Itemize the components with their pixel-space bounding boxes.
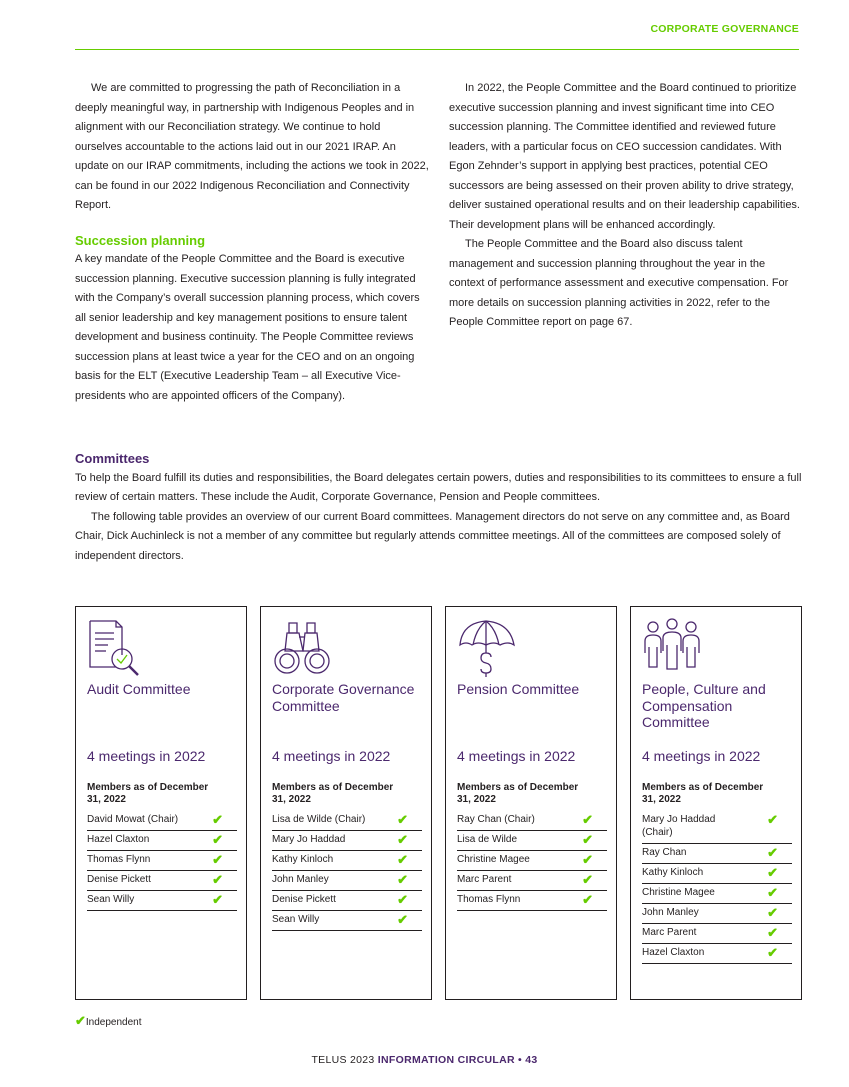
checkmark-icon: ✔ bbox=[582, 892, 593, 907]
member-row bbox=[642, 811, 792, 844]
members-heading: Members as of December 31, 2022 bbox=[87, 782, 209, 805]
member-name: Hazel Claxton bbox=[87, 834, 150, 845]
members-list bbox=[272, 811, 422, 931]
member-row bbox=[87, 831, 237, 851]
member-name: Thomas Flynn bbox=[87, 854, 151, 865]
meetings-count: 4 meetings in 2022 bbox=[87, 748, 206, 764]
member-row bbox=[272, 831, 422, 851]
member-name: Lisa de Wilde (Chair) bbox=[272, 814, 366, 825]
checkmark-icon: ✔ bbox=[397, 912, 408, 927]
legend-label: Independent bbox=[85, 1017, 142, 1028]
checkmark-icon: ✔ bbox=[397, 852, 408, 867]
section-title: CORPORATE GOVERNANCE bbox=[650, 23, 799, 35]
card-title: Audit Committee bbox=[87, 681, 191, 697]
document-magnifier-icon bbox=[86, 617, 148, 679]
member-name: Marc Parent bbox=[642, 927, 697, 938]
checkmark-icon: ✔ bbox=[767, 945, 778, 960]
member-name: Denise Pickett bbox=[272, 894, 336, 905]
checkmark-icon: ✔ bbox=[582, 832, 593, 847]
checkmark-icon: ✔ bbox=[767, 905, 778, 920]
checkmark-icon: ✔ bbox=[397, 812, 408, 827]
member-row bbox=[642, 844, 792, 864]
member-row bbox=[272, 911, 422, 931]
member-row bbox=[87, 871, 237, 891]
member-name: Marc Parent bbox=[457, 874, 512, 885]
checkmark-icon: ✔ bbox=[767, 865, 778, 880]
member-name: Ray Chan (Chair) bbox=[457, 814, 535, 825]
legend bbox=[75, 1013, 142, 1029]
member-name: Thomas Flynn bbox=[457, 894, 521, 905]
member-row bbox=[642, 884, 792, 904]
members-list bbox=[457, 811, 607, 911]
checkmark-icon: ✔ bbox=[75, 1013, 86, 1028]
page-number: • 43 bbox=[514, 1054, 538, 1066]
member-row bbox=[87, 811, 237, 831]
pension-committee-card bbox=[445, 606, 617, 1000]
member-name: Mary Jo Haddad bbox=[272, 834, 346, 845]
members-list bbox=[642, 811, 792, 964]
member-row bbox=[87, 851, 237, 871]
succession-paragraph-2: In 2022, the People Committee and the Board continued to prioritize executive succession planning and invest significant time into CEO succession planning. The Committee identified and reviewed future leaders, with a particular focus on CEO succession candidates. With Egon Zehnder’s support in applying best practices, potential CEO successors are being assessed on their proven ability to drive strategy, deliver sustained operational results and on their leadership capabilities. Their development plans will be enhanced accordingly. bbox=[449, 82, 800, 231]
page-footer bbox=[0, 1054, 849, 1066]
footer-doc-title: INFORMATION CIRCULAR bbox=[377, 1054, 515, 1066]
member-name: Sean Willy bbox=[87, 894, 135, 905]
member-name: Christine Magee bbox=[457, 854, 530, 865]
succession-paragraph-3: The People Committee and the Board also discuss talent management and succession planning throughout the year in the context of performance assessment and executive compensation. For more details on succession planning activities in 2022, refer to the People Committee report on page 67. bbox=[449, 238, 789, 328]
checkmark-icon: ✔ bbox=[582, 872, 593, 887]
member-row bbox=[457, 811, 607, 831]
meetings-count: 4 meetings in 2022 bbox=[457, 748, 576, 764]
member-row bbox=[272, 891, 422, 911]
checkmark-icon: ✔ bbox=[212, 812, 223, 827]
member-row bbox=[272, 871, 422, 891]
member-row bbox=[87, 891, 237, 911]
checkmark-icon: ✔ bbox=[212, 832, 223, 847]
checkmark-icon: ✔ bbox=[767, 845, 778, 860]
members-heading: Members as of December 31, 2022 bbox=[272, 782, 394, 805]
member-name: John Manley bbox=[272, 874, 329, 885]
committees-paragraph-2: The following table provides an overview of our current Board committees. Management directors do not serve on any committee and, as Board Chair, Dick Auchinleck is not a member of any committee but regularly attends committee meetings. All of the committees are composed solely of independent directors. bbox=[75, 510, 790, 562]
reconciliation-paragraph: We are committed to progressing the path of Reconciliation in a deeply meaningful way, in partnership with Indigenous Peoples and in alignment with our Reconciliation strategy. We continue to hold ourselves accountable to the actions laid out in our 2021 IRAP. An update on our IRAP commitments, including the actions we took in 2022, can be found in our 2022 Indigenous Reconciliation and Connectivity Report. bbox=[75, 82, 429, 211]
checkmark-icon: ✔ bbox=[212, 892, 223, 907]
checkmark-icon: ✔ bbox=[582, 852, 593, 867]
right-column bbox=[449, 79, 801, 333]
member-name: John Manley bbox=[642, 907, 699, 918]
member-name: Mary Jo Haddad (Chair) bbox=[642, 814, 716, 838]
committees-paragraph: To help the Board fulfill its duties and responsibilities, the Board delegates certain powers, duties and responsibilities to its committees to ensure a full review of certain matters. These include the Audit, Corporate Governance, Pension and People committees. bbox=[75, 471, 802, 503]
checkmark-icon: ✔ bbox=[397, 832, 408, 847]
binoculars-icon bbox=[271, 617, 333, 679]
meetings-count: 4 meetings in 2022 bbox=[272, 748, 391, 764]
checkmark-icon: ✔ bbox=[397, 872, 408, 887]
checkmark-icon: ✔ bbox=[767, 885, 778, 900]
member-name: David Mowat (Chair) bbox=[87, 814, 179, 825]
checkmark-icon: ✔ bbox=[212, 872, 223, 887]
member-row bbox=[642, 904, 792, 924]
member-name: Lisa de Wilde bbox=[457, 834, 518, 845]
member-row bbox=[642, 864, 792, 884]
members-list bbox=[87, 811, 237, 911]
committees-heading: Committees bbox=[75, 451, 150, 466]
committees-section bbox=[75, 449, 805, 566]
member-name: Denise Pickett bbox=[87, 874, 151, 885]
member-row bbox=[642, 944, 792, 964]
card-title: Pension Committee bbox=[457, 681, 580, 697]
people-group-icon bbox=[641, 617, 703, 679]
member-row bbox=[272, 811, 422, 831]
member-name: Sean Willy bbox=[272, 914, 320, 925]
checkmark-icon: ✔ bbox=[767, 925, 778, 940]
left-column bbox=[75, 79, 430, 406]
people-culture-compensation-committee-card bbox=[630, 606, 802, 1000]
header-divider bbox=[75, 49, 799, 50]
member-name: Kathy Kinloch bbox=[642, 867, 704, 878]
members-heading: Members as of December 31, 2022 bbox=[642, 782, 764, 805]
member-name: Hazel Claxton bbox=[642, 947, 705, 958]
checkmark-icon: ✔ bbox=[397, 892, 408, 907]
member-name: Christine Magee bbox=[642, 887, 715, 898]
footer-prefix: TELUS 2023 bbox=[311, 1054, 378, 1066]
member-row bbox=[642, 924, 792, 944]
member-row bbox=[457, 871, 607, 891]
member-row bbox=[457, 891, 607, 911]
member-name: Ray Chan bbox=[642, 847, 687, 858]
checkmark-icon: ✔ bbox=[767, 812, 778, 827]
succession-heading: Succession planning bbox=[75, 232, 206, 248]
corporate-governance-committee-card bbox=[260, 606, 432, 1000]
member-row bbox=[272, 851, 422, 871]
member-row bbox=[457, 831, 607, 851]
audit-committee-card bbox=[75, 606, 247, 1000]
checkmark-icon: ✔ bbox=[212, 852, 223, 867]
member-row bbox=[457, 851, 607, 871]
card-title: Corporate Governance Committee bbox=[272, 681, 415, 714]
member-name: Kathy Kinloch bbox=[272, 854, 334, 865]
succession-paragraph: A key mandate of the People Committee and the Board is executive succession planning. Executive succession planning is fully integrated with the Company’s overall succession planning process, which covers all senior leadership and key management positions to ensure talent development and business continuity. The People Committee reviews succession plans at least twice a year for the CEO and on an ongoing basis for the ELT (Executive Leadership Team – all Executive Vice-presidents who are appointed officers of the Company). bbox=[75, 253, 420, 402]
checkmark-icon: ✔ bbox=[582, 812, 593, 827]
members-heading: Members as of December 31, 2022 bbox=[457, 782, 579, 805]
card-title: People, Culture and Compensation Committee bbox=[642, 681, 766, 730]
meetings-count: 4 meetings in 2022 bbox=[642, 748, 761, 764]
umbrella-dollar-icon bbox=[456, 617, 518, 679]
